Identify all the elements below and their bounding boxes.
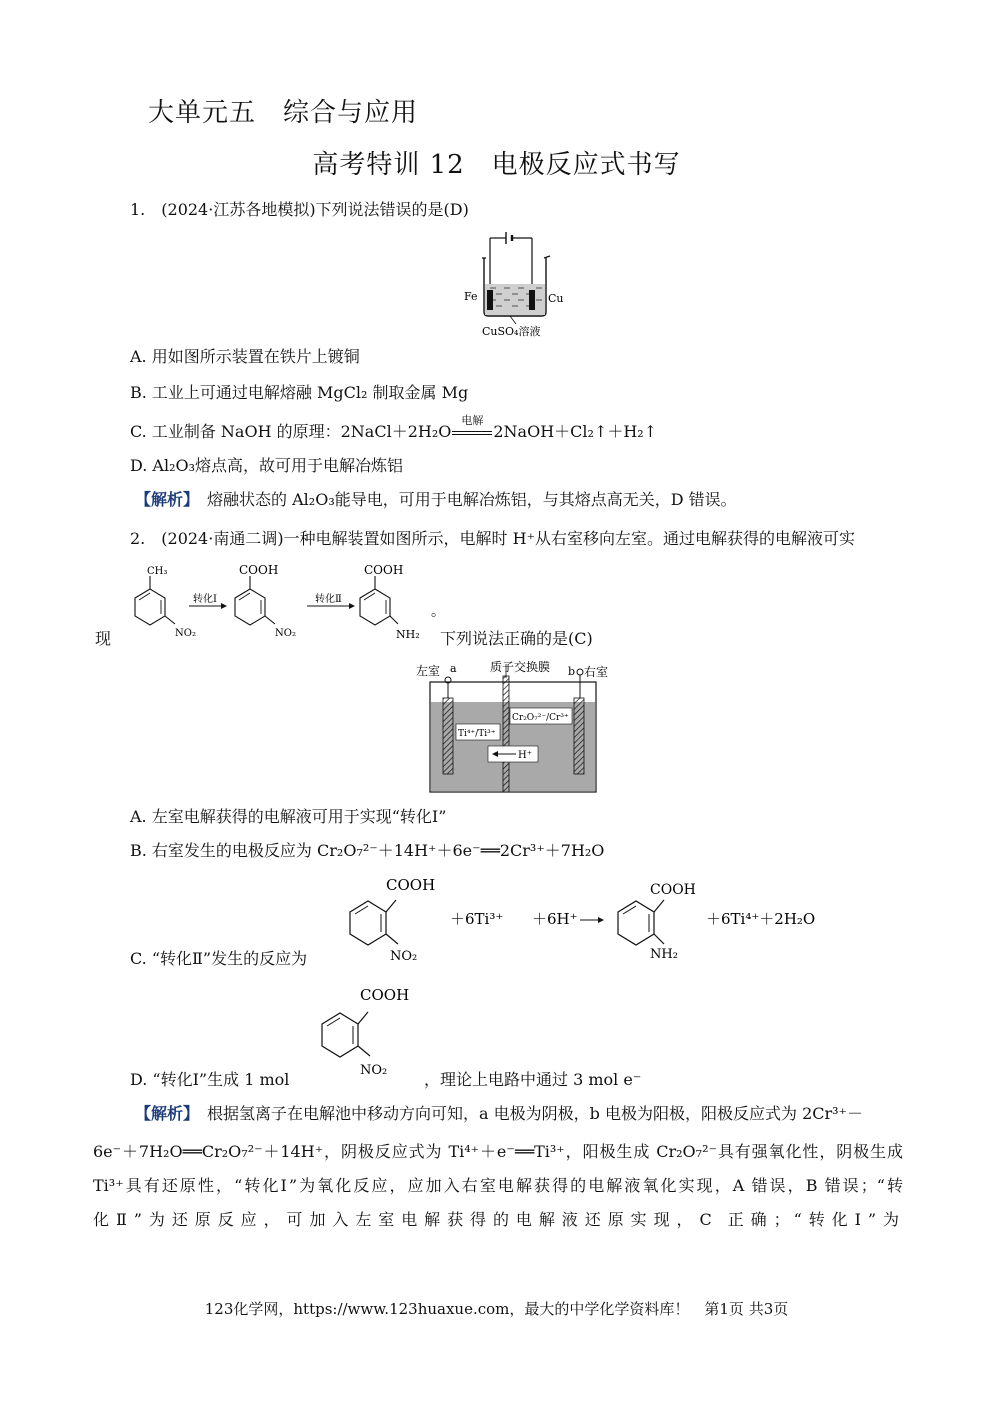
d-sub: NO₂ (360, 1063, 388, 1078)
analysis-label-2: 【解析】 (135, 1104, 192, 1123)
section-title: 高考特训 12 电极反应式书写 (312, 150, 681, 180)
q2-option-c-reaction (340, 870, 840, 970)
left-couple-label: Ti⁴⁺/Ti³⁺ (458, 729, 496, 739)
c-mid1: ＋6Ti³⁺ (450, 910, 504, 928)
m2-sub-label: NO₂ (275, 628, 296, 639)
electrode-a-label: a (450, 662, 457, 675)
q1-analysis-text: 熔融状态的 Al₂O₃能导电，可用于电解冶炼铝，与其熔点高无关，D 错误。 (207, 490, 737, 509)
right-couple-label: Cr₂O₇²⁻/Cr³⁺ (512, 713, 569, 723)
d-top: COOH (360, 986, 410, 1004)
q2-analysis-line2: 6e⁻＋7H₂O══Cr₂O₇²⁻＋14H⁺，阴极反应式为 Ti⁴⁺＋e⁻══Ti³⁺，阳极生成 Cr₂O₇²⁻具有强氧化性，阴极生成 (93, 1142, 903, 1161)
q2-option-d-molecule (316, 982, 426, 1082)
c-product-top: COOH (650, 882, 696, 898)
cuso4-label: CuSO₄溶液 (482, 325, 541, 338)
membrane-label: 质子交换膜 (490, 660, 551, 674)
m3-sub-label: NH₂ (396, 628, 420, 641)
q2-conversion-scheme (95, 560, 455, 652)
q2-option-b: B. 右室发生的电极反应为 Cr₂O₇²⁻＋14H⁺＋6e⁻══2Cr³⁺＋7H₂O (130, 841, 605, 860)
q2-option-d-prefix: D. “转化Ⅰ”生成 1 mol (130, 1070, 290, 1089)
m1-sub-label: NO₂ (175, 628, 196, 639)
q2-option-a: A. 左室电解获得的电解液可用于实现“转化Ⅰ” (130, 807, 447, 826)
q2-stem-cont-right: 下列说法正确的是(C) (440, 629, 593, 648)
q1-option-c-prefix: C. 工业制备 NaOH 的原理：2NaCl＋2H₂O (130, 422, 452, 441)
q2-stem: 2. (2024·南通二调)一种电解装置如图所示，电解时 H⁺从右室移向左室。通过电解获得的电解液可实 (130, 529, 856, 548)
c-product-sub: NH₂ (650, 947, 678, 962)
analysis-label: 【解析】 (135, 490, 192, 509)
m3-top-label: COOH (364, 563, 404, 577)
q1-option-b: B. 工业上可通过电解熔融 MgCl₂ 制取金属 Mg (130, 383, 469, 402)
arrow2-label: 转化Ⅱ (315, 594, 342, 605)
page-footer: 123化学网，https://www.123huaxue.com，最大的中学化学资料库！ 第1页 共3页 (204, 1300, 789, 1318)
m1-top-label: CH₃ (147, 566, 168, 577)
q1-option-c-suffix: 2NaOH＋Cl₂↑＋H₂↑ (493, 422, 658, 441)
scheme-end: 。 (431, 604, 445, 620)
q1-option-a: A. 用如图所示装置在铁片上镀铜 (130, 347, 360, 366)
electrolysis-label: 电解 (461, 414, 484, 427)
electrolysis-condition (451, 414, 493, 443)
q2-stem-cont-left: 现 (95, 629, 112, 648)
q2-electrolysis-cell (412, 656, 618, 796)
q1-option-d: D. Al₂O₃熔点高，故可用于电解冶炼铝 (130, 456, 404, 475)
q1-stem: 1. (2024·江苏各地模拟)下列说法错误的是(D) (130, 200, 469, 219)
q2-analysis-text-1: 根据氢离子在电解池中移动方向可知，a 电极为阴极，b 电极为阳极，阳极反应式为 2Cr³⁺－ (207, 1104, 864, 1123)
left-room-label: 左室 (416, 664, 441, 678)
fe-label: Fe (464, 290, 478, 303)
electrode-b-label: b (568, 665, 576, 678)
q2-analysis-line4: 化Ⅱ”为还原反应，可加入左室电解获得的电解液还原实现，C 正确；“转化Ⅰ”为 (93, 1210, 903, 1229)
unit-title: 大单元五 综合与应用 (148, 98, 419, 128)
c-reactant-top: COOH (386, 876, 436, 894)
cu-label: Cu (548, 292, 564, 305)
right-room-label: 右室 (584, 665, 609, 679)
m2-top-label: COOH (239, 563, 279, 577)
q2-analysis-line1 (135, 1103, 863, 1125)
q2-option-c: C. “转化Ⅱ”发生的反应为 (130, 949, 308, 968)
q1-option-c (130, 414, 658, 443)
c-end: ＋6Ti⁴⁺＋2H₂O (706, 910, 816, 928)
arrow1-label: 转化Ⅰ (193, 594, 217, 605)
q1-analysis (135, 489, 737, 511)
c-mid2: ＋6H⁺ (532, 910, 578, 928)
q2-analysis-line3: Ti³⁺具有还原性，“转化Ⅰ”为氧化反应，应加入右室电解获得的电解液氧化实现，A 错误，B 错误；“转 (93, 1176, 903, 1195)
c-reactant-sub: NO₂ (390, 949, 418, 964)
q1-electroplating-figure (460, 228, 570, 340)
proton-label: H⁺ (518, 750, 532, 761)
q2-option-d-suffix: ，理论上电路中通过 3 mol e⁻ (424, 1070, 642, 1089)
